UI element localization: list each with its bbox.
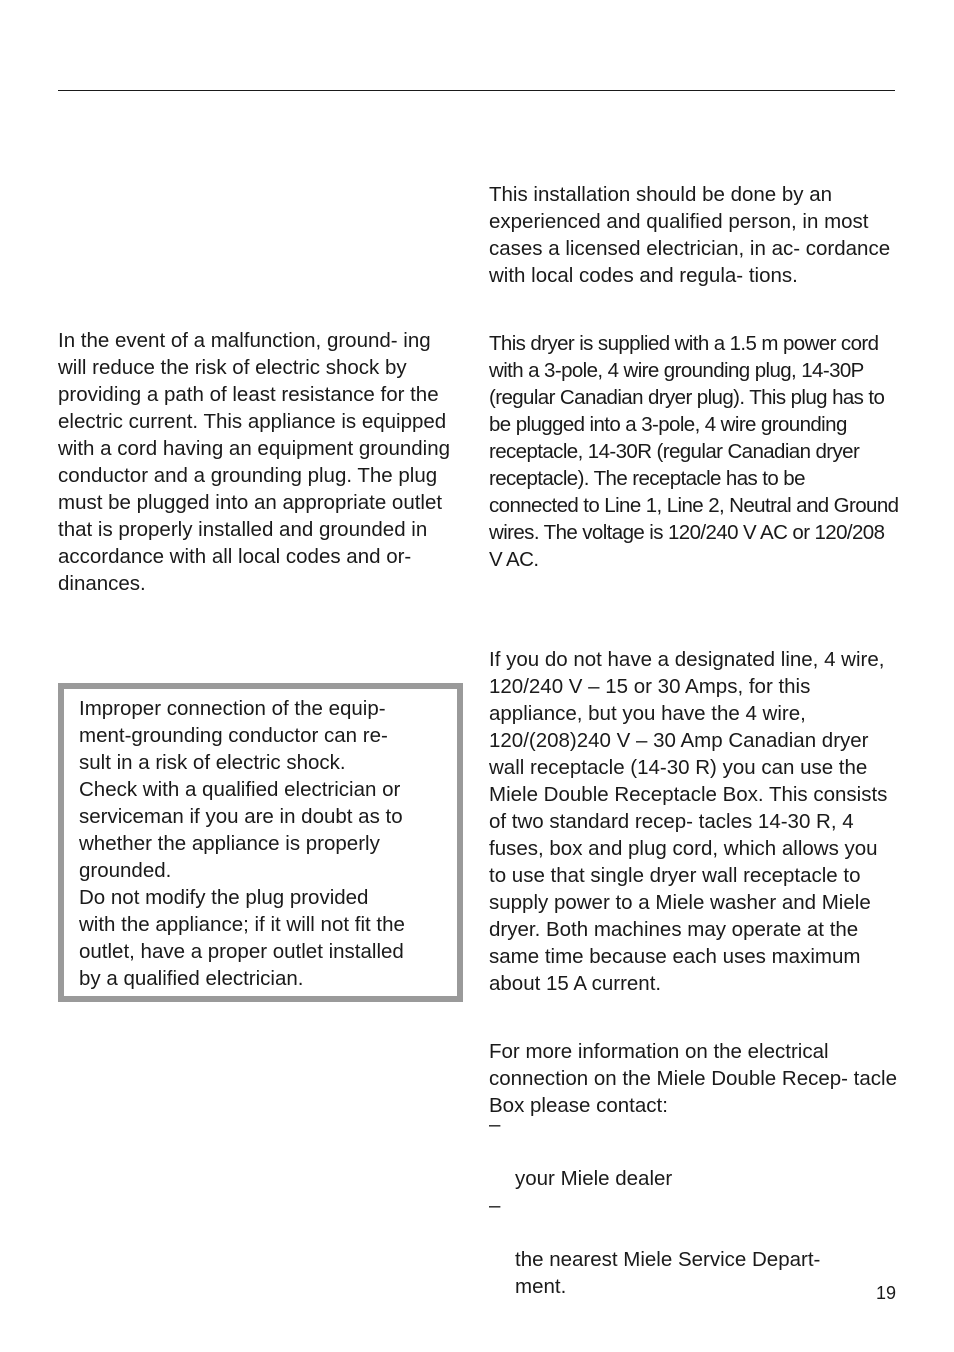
grounding-paragraph: In the event of a malfunction, ground- ing will reduce the risk of electric shock by providing a path of least resistance for the electric current. This appliance is equipped with a cord having an equipment grounding conductor and a grounding plug. The plug must be plugged into an appropriate outlet that is properly installed and grounded in accordance with all local codes and or- dinances. (58, 328, 451, 595)
list-item-text: your Miele dealer (515, 1167, 673, 1190)
contact-list (489, 1111, 899, 1300)
warning-text: Improper connection of the equip- ment-grounding conductor can re- sult in a risk of electric shock. Check with a qualified electrician or serviceman if you are in doubt as to whether the appliance is properly grounded. Do not modify the plug provided with the appliance; if it will not fit the outlet, have a proper outlet installed by a qualified electrician. (79, 697, 405, 990)
list-item-text: the nearest Miele Service Depart- ment. (515, 1248, 821, 1298)
more-info-paragraph: For more information on the electrical connection on the Miele Double Recep- tacle Box please contact: (489, 1039, 897, 1117)
top-divider-rule (58, 90, 895, 91)
installation-paragraph: This installation should be done by an experienced and qualified person, in most cases a licensed electrician, in ac- cordance with local codes and regula- tions. (489, 182, 891, 287)
page-number: 19 (875, 1283, 896, 1303)
list-item (489, 1111, 899, 1192)
list-item (489, 1192, 899, 1300)
double-receptacle-box-paragraph: If you do not have a designated line, 4 wire, 120/240 V – 15 or 30 Amps, for this appliance, but you have the 4 wire, 120/(208)240 V – 30 Amp Canadian dryer wall receptacle (14-30 R) you can use the Miele Double Receptacle Box. This consists of two standard recep- tacles 14-30 R, 4 fuses, box and plug cord, which allows you to use that single dryer wall receptacle to supply power to a Miele washer and Miele dryer. Both machines may operate at the same time because each uses maximum about 15 A current. (489, 647, 888, 995)
power-supply-paragraph: This dryer is supplied with a 1.5 m power cord with a 3-pole, 4 wire grounding plug, 14-30P (regular Canadian dryer plug). This plug has to be plugged into a 3-pole, 4 wire grounding receptacle, 14-30R (regular Canadian dryer receptacle). The receptacle has to be connected to Line 1, Line 2, Neutral and Ground wires. The voltage is 120/240 V AC or 120/208 V AC. (489, 331, 899, 571)
dash-bullet: – (489, 1194, 501, 1217)
warning-box (58, 683, 463, 1002)
dash-bullet: – (489, 1113, 501, 1136)
